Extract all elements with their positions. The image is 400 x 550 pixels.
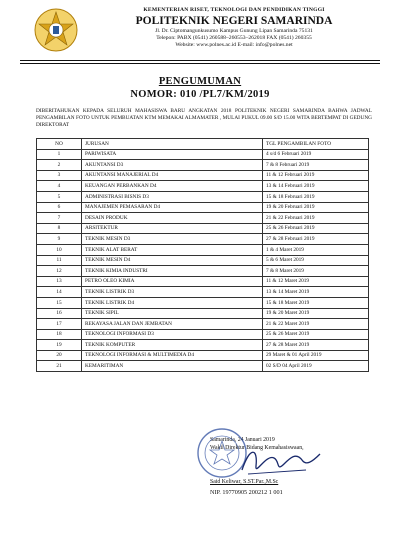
cell-date: 21 & 22 Februari 2019 bbox=[263, 213, 369, 224]
column-header-jurusan: JURUSAN bbox=[82, 139, 263, 150]
announcement-number: NOMOR: 010 /PL7/KM/2019 bbox=[130, 89, 270, 100]
announcement-title: PENGUMUMAN bbox=[158, 76, 242, 87]
table-row bbox=[37, 329, 369, 340]
cell-jurusan: ARSITEKTUR bbox=[82, 223, 263, 234]
cell-jurusan: PARIWISATA bbox=[82, 149, 263, 160]
cell-no: 13 bbox=[37, 276, 82, 287]
cell-no: 7 bbox=[37, 213, 82, 224]
table-row bbox=[37, 308, 369, 319]
cell-date: 19 & 20 Februari 2019 bbox=[263, 202, 369, 213]
cell-no: 11 bbox=[37, 255, 82, 266]
schedule-table bbox=[36, 138, 369, 372]
cell-jurusan: TEKNOLOGI INFORMASI & MULTIMEDIA D4 bbox=[82, 350, 263, 361]
table-row bbox=[37, 255, 369, 266]
table-row bbox=[37, 234, 369, 245]
cell-date: 02 S/D 04 April 2019 bbox=[263, 361, 369, 372]
table-row bbox=[37, 202, 369, 213]
cell-no: 14 bbox=[37, 287, 82, 298]
column-header-date: TGL PENGAMBILAN FOTO bbox=[263, 139, 369, 150]
cell-date: 11 & 12 Maret 2019 bbox=[263, 276, 369, 287]
website-email: Website: www.polnes.ac.id E-mail: info@polnes.net bbox=[175, 42, 293, 48]
signatory-name: Said Keliwar, S.ST.Par.,M.Sc bbox=[210, 479, 279, 485]
table-row bbox=[37, 361, 369, 372]
address: Jl. Dr. Ciptomangunkusumo Kampus Gunung Lipan Samarinda 75131 bbox=[155, 28, 313, 34]
cell-jurusan: KEUANGAN PERBANKAN D4 bbox=[82, 181, 263, 192]
cell-no: 3 bbox=[37, 170, 82, 181]
table-row bbox=[37, 350, 369, 361]
cell-date: 4 s/d 6 Februari 2019 bbox=[263, 149, 369, 160]
table-header-row bbox=[37, 139, 369, 150]
ministry-name: KEMENTERIAN RISET, TEKNOLOGI DAN PENDIDIKAN TINGGI bbox=[143, 7, 325, 13]
cell-no: 8 bbox=[37, 223, 82, 234]
signature-position: Wakil Direktur Bidang Kemahasiswaan, bbox=[210, 444, 304, 451]
polnes-logo bbox=[34, 8, 78, 52]
cell-jurusan: DESAIN PRODUK bbox=[82, 213, 263, 224]
table-row bbox=[37, 170, 369, 181]
table-row bbox=[37, 213, 369, 224]
table-row bbox=[37, 319, 369, 330]
cell-no: 10 bbox=[37, 244, 82, 255]
table-row bbox=[37, 340, 369, 351]
cell-no: 4 bbox=[37, 181, 82, 192]
cell-jurusan: AKUNTANSI MANAJERIAL D4 bbox=[82, 170, 263, 181]
letterhead-rule-thin bbox=[20, 63, 380, 64]
cell-date: 1 & 4 Maret 2019 bbox=[263, 244, 369, 255]
table-row bbox=[37, 181, 369, 192]
cell-no: 5 bbox=[37, 191, 82, 202]
cell-jurusan: TEKNIK SIPIL bbox=[82, 308, 263, 319]
cell-no: 12 bbox=[37, 266, 82, 277]
cell-date: 29 Maret & 01 April 2019 bbox=[263, 350, 369, 361]
cell-date: 15 & 18 Maret 2019 bbox=[263, 297, 369, 308]
column-header-no: NO bbox=[37, 139, 82, 150]
table-row bbox=[37, 191, 369, 202]
cell-jurusan: TEKNIK MESIN D4 bbox=[82, 255, 263, 266]
cell-date: 13 & 14 Februari 2019 bbox=[263, 181, 369, 192]
cell-jurusan: KEMARITIMAN bbox=[82, 361, 263, 372]
cell-jurusan: TEKNIK KOMPUTER bbox=[82, 340, 263, 351]
letterhead bbox=[84, 7, 384, 49]
cell-date: 13 & 14 Maret 2019 bbox=[263, 287, 369, 298]
table-row bbox=[37, 223, 369, 234]
table-row bbox=[37, 287, 369, 298]
signature-place-date: Samarinda, 24 Januari 2019 bbox=[210, 437, 275, 443]
cell-date: 19 & 20 Maret 2019 bbox=[263, 308, 369, 319]
table-row bbox=[37, 266, 369, 277]
phone-fax: Telepon: PABX (0541) 260588–260553–262018 FAX (0541) 260355 bbox=[156, 35, 312, 41]
cell-date: 27 & 28 Maret 2019 bbox=[263, 340, 369, 351]
cell-jurusan: PETRO OLEO KIMIA bbox=[82, 276, 263, 287]
cell-no: 21 bbox=[37, 361, 82, 372]
cell-jurusan: REKAYASA JALAN DAN JEMBATAN bbox=[82, 319, 263, 330]
cell-jurusan: AKUNTANSI D3 bbox=[82, 160, 263, 171]
cell-jurusan: TEKNIK LISTRIK D3 bbox=[82, 287, 263, 298]
cell-jurusan: TEKNOLOGI INFORMASI D3 bbox=[82, 329, 263, 340]
cell-date: 11 & 12 Februari 2019 bbox=[263, 170, 369, 181]
cell-date: 25 & 26 Maret 2019 bbox=[263, 329, 369, 340]
cell-date: 5 & 6 Maret 2019 bbox=[263, 255, 369, 266]
cell-date: 25 & 26 Februari 2019 bbox=[263, 223, 369, 234]
table-row bbox=[37, 297, 369, 308]
cell-no: 2 bbox=[37, 160, 82, 171]
cell-no: 6 bbox=[37, 202, 82, 213]
cell-date: 27 & 28 Februari 2019 bbox=[263, 234, 369, 245]
handwritten-signature bbox=[236, 440, 326, 482]
cell-jurusan: TEKNIK KIMIA INDUSTRI bbox=[82, 266, 263, 277]
table-row bbox=[37, 244, 369, 255]
cell-jurusan: TEKNIK ALAT BERAT bbox=[82, 244, 263, 255]
table-row bbox=[37, 149, 369, 160]
table-row bbox=[37, 276, 369, 287]
cell-date: 7 & 8 Februari 2019 bbox=[263, 160, 369, 171]
cell-no: 19 bbox=[37, 340, 82, 351]
institution-name: POLITEKNIK NEGERI SAMARINDA bbox=[135, 15, 333, 27]
cell-no: 15 bbox=[37, 297, 82, 308]
cell-no: 20 bbox=[37, 350, 82, 361]
table-row bbox=[37, 160, 369, 171]
announcement-intro: DIBERITAHUKAN KEPADA SELURUH MAHASISWA BARU ANGKATAN 2018 POLITEKNIK NEGERI SAMARINDA BAHWA JADWAL PENGAMBILAN FOTO UNTUK PEMBUATAN KTM MEMAKAI ALMAMATER , MULAI PUKUL 09.00 S/D 15.00 WITA BERTEMPAT DI GEDUNG DIREKTORAT bbox=[36, 108, 372, 129]
cell-no: 1 bbox=[37, 149, 82, 160]
cell-date: 15 & 18 Februari 2019 bbox=[263, 191, 369, 202]
cell-no: 9 bbox=[37, 234, 82, 245]
cell-no: 17 bbox=[37, 319, 82, 330]
letterhead-rule-thick bbox=[20, 60, 380, 61]
cell-no: 18 bbox=[37, 329, 82, 340]
cell-date: 21 & 22 Maret 2019 bbox=[263, 319, 369, 330]
cell-date: 7 & 8 Maret 2019 bbox=[263, 266, 369, 277]
cell-no: 16 bbox=[37, 308, 82, 319]
cell-jurusan: ADMINISTRASI BISNIS D3 bbox=[82, 191, 263, 202]
cell-jurusan: TEKNIK MESIN D3 bbox=[82, 234, 263, 245]
cell-jurusan: MANAJEMEN PEMASARAN D4 bbox=[82, 202, 263, 213]
cell-jurusan: TEKNIK LISTRIK D4 bbox=[82, 297, 263, 308]
signatory-nip: NIP. 19770905 200212 1 001 bbox=[210, 489, 283, 496]
